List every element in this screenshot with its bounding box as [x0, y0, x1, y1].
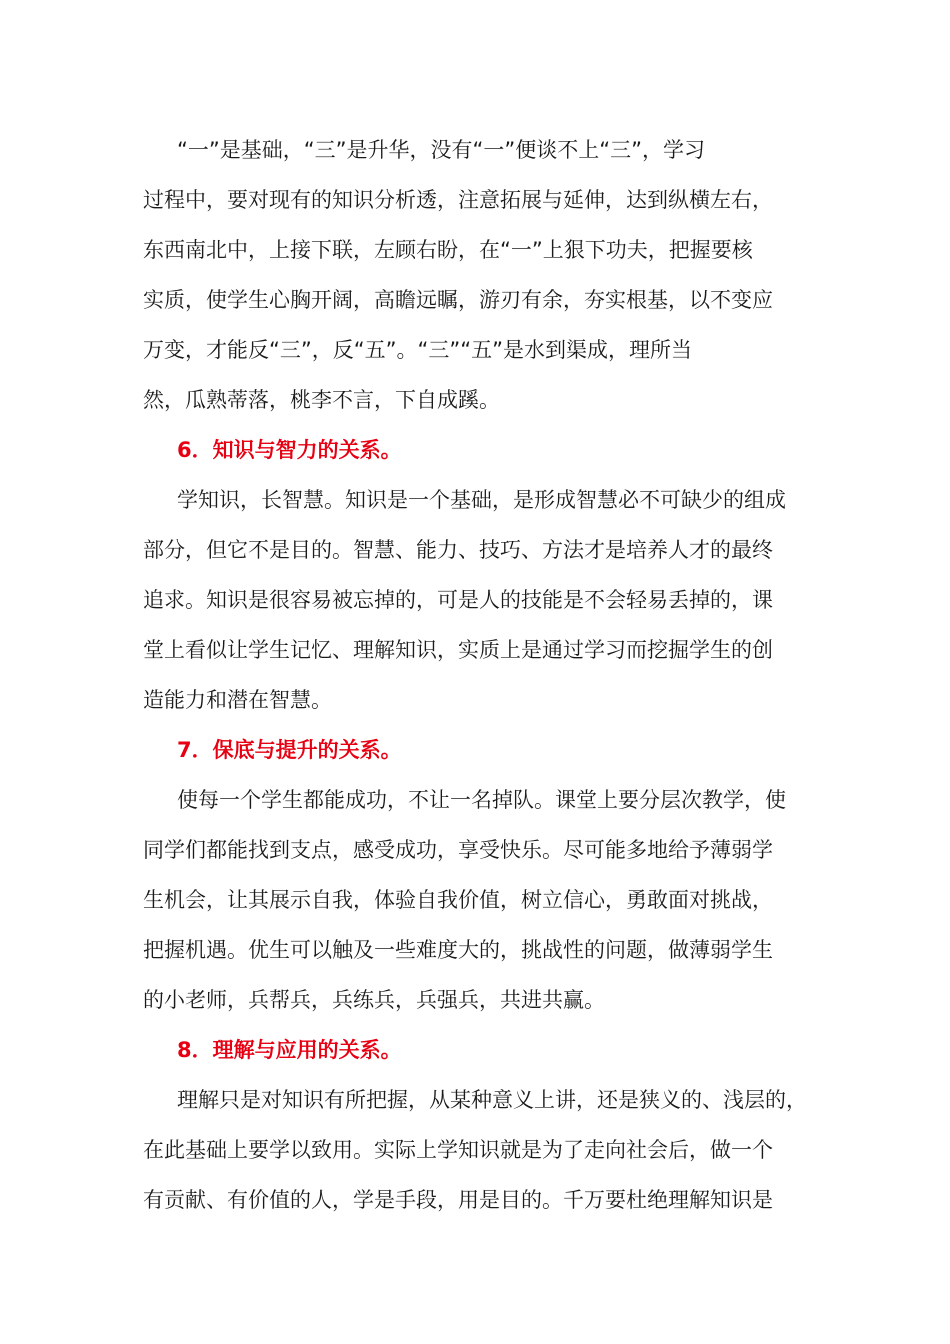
paragraph-line: 把握机遇。优生可以触及一些难度大的，挑战性的问题，做薄弱学生	[143, 938, 773, 962]
paragraph-line: 部分，但它不是目的。智慧、能力、技巧、方法才是培养人才的最终	[143, 538, 773, 562]
paragraph-8	[143, 1075, 815, 1225]
section-heading-8: 8．理解与应用的关系。	[177, 1038, 402, 1062]
paragraph-line: 理解只是对知识有所把握，从某种意义上讲，还是狭义的、浅层的，	[177, 1088, 807, 1112]
paragraph-line: 过程中，要对现有的知识分析透，注意拓展与延伸，达到纵横左右，	[143, 188, 773, 212]
paragraph-line: 学知识，长智慧。知识是一个基础，是形成智慧必不可缺少的组成	[177, 488, 786, 512]
paragraph-line: 实质，使学生心胸开阔，高瞻远瞩，游刃有余，夯实根基，以不变应	[143, 288, 773, 312]
paragraph-line: 在此基础上要学以致用。实际上学知识就是为了走向社会后，做一个	[143, 1138, 773, 1162]
paragraph-line: 东西南北中，上接下联，左顾右盼，在“一”上狠下功夫，把握要核	[143, 238, 753, 262]
document-body	[143, 125, 815, 1225]
paragraph-line: 然，瓜熟蒂落，桃李不言，下自成蹊。	[143, 388, 500, 412]
paragraph-line: 堂上看似让学生记忆、理解知识，实质上是通过学习而挖掘学生的创	[143, 638, 773, 662]
paragraph-line: 生机会，让其展示自我，体验自我价值，树立信心，勇敢面对挑战，	[143, 888, 773, 912]
paragraph-7	[143, 775, 815, 1025]
paragraph-line: 的小老师，兵帮兵，兵练兵，兵强兵，共进共赢。	[143, 988, 605, 1012]
paragraph-line: “一”是基础，“三”是升华，没有“一”便谈不上“三”，学习	[177, 138, 706, 162]
paragraph-line: 万变，才能反“三”，反“五”。“三”“五”是水到渠成，理所当	[143, 338, 693, 362]
paragraph-line: 同学们都能找到支点，感受成功，享受快乐。尽可能多地给予薄弱学	[143, 838, 773, 862]
paragraph-line: 使每一个学生都能成功，不让一名掉队。课堂上要分层次教学，使	[177, 788, 786, 812]
paragraph-line: 追求。知识是很容易被忘掉的，可是人的技能是不会轻易丢掉的，课	[143, 588, 773, 612]
paragraph-5	[143, 125, 815, 425]
paragraph-line: 有贡献、有价值的人，学是手段，用是目的。千万要杜绝理解知识是	[143, 1188, 773, 1212]
paragraph-line: 造能力和潜在智慧。	[143, 688, 332, 712]
section-heading-7: 7．保底与提升的关系。	[177, 738, 402, 762]
section-heading-6: 6．知识与智力的关系。	[177, 438, 402, 462]
paragraph-6	[143, 475, 815, 725]
